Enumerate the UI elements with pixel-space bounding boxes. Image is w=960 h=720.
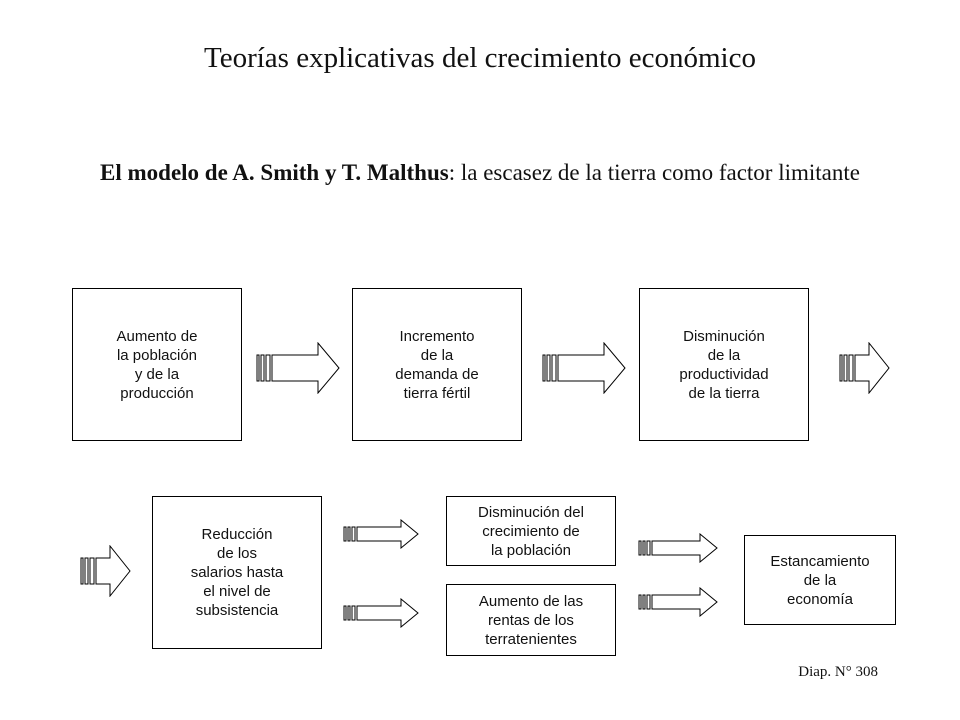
striped-block-arrow-right-icon [638, 587, 718, 617]
page-title: Teorías explicativas del crecimiento económico [204, 42, 756, 74]
box-incremento-demanda: Incremento de la demanda de tierra fértil [352, 288, 522, 441]
subtitle-rest: : la escasez de la tierra como factor limitante [448, 160, 860, 185]
subtitle-bold: El modelo de A. Smith y T. Malthus [100, 160, 449, 185]
striped-block-arrow-right-icon [839, 342, 891, 394]
striped-block-arrow-right-icon [343, 519, 419, 549]
box-reduccion-salarios: Reducción de los salarios hasta el nivel de subsistencia [152, 496, 322, 649]
box-aumento-rentas: Aumento de las rentas de los terratenientes [446, 584, 616, 656]
page-subtitle [70, 158, 890, 188]
box-disminucion-productividad: Disminución de la productividad de la tierra [639, 288, 809, 441]
box-aumento-poblacion: Aumento de la población y de la producción [72, 288, 242, 441]
box-estancamiento: Estancamiento de la economía [744, 535, 896, 625]
striped-block-arrow-right-icon [256, 342, 340, 394]
striped-block-arrow-right-icon [542, 342, 626, 394]
striped-block-arrow-right-icon [80, 545, 132, 597]
box-disminucion-crecimiento: Disminución del crecimiento de la población [446, 496, 616, 566]
striped-block-arrow-right-icon [638, 533, 718, 563]
slide-number: Diap. N° 308 [798, 664, 878, 680]
striped-block-arrow-right-icon [343, 598, 419, 628]
